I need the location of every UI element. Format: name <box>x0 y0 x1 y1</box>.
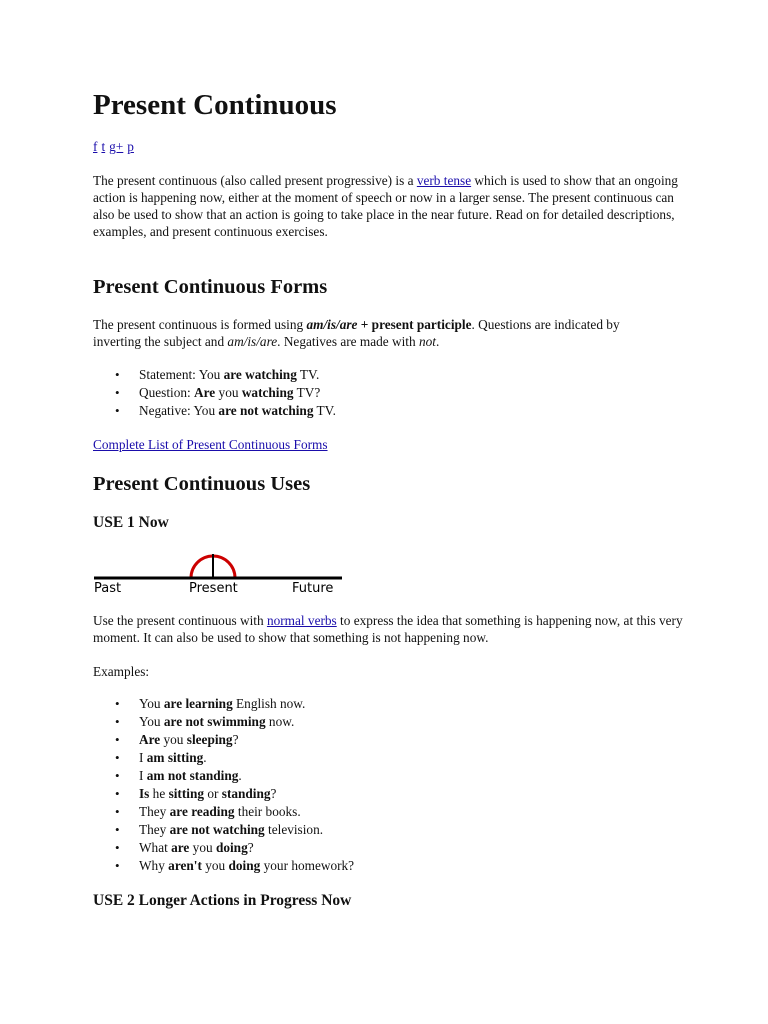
timeline-future-label: Future <box>292 581 334 596</box>
intro-text: The present continuous (also called present progressive) is a <box>93 173 417 188</box>
share-links <box>93 138 138 155</box>
share-facebook-link[interactable]: f <box>93 139 98 154</box>
forms-heading: Present Continuous Forms <box>93 276 328 298</box>
examples-label: Examples: <box>93 664 150 679</box>
list-item: • Statement: You are watching TV. <box>93 366 336 384</box>
verb-tense-link[interactable]: verb tense <box>416 173 472 188</box>
uses-heading: Present Continuous Uses <box>93 473 311 495</box>
list-item: • Are you sleeping? <box>93 731 354 749</box>
intro-text-cont: which is used to show that an ongoing action is happening now, either at the moment of speech or now in a larger sense. The present continuous can also be used to show that an action is going to take place in the near future. Read on for detailed descriptions, examples, and present continuous exercises. <box>93 173 678 239</box>
list-item: • They are reading their books. <box>93 803 354 821</box>
use1-heading: USE 1 Now <box>93 514 169 531</box>
list-item: • What are you doing? <box>93 839 354 857</box>
list-item: • Is he sitting or standing? <box>93 785 354 803</box>
list-item: • You are learning English now. <box>93 695 354 713</box>
page-title: Present Continuous <box>93 89 337 121</box>
share-pinterest-link[interactable]: p <box>127 139 134 154</box>
forms-list <box>93 366 336 420</box>
forms-paragraph: The present continuous is formed using am/is/are + present participle. Questions are indicated by inverting the subject and am/is/are. Negatives are made with not. <box>93 317 620 349</box>
list-item: • Why aren't you doing your homework? <box>93 857 354 875</box>
use2-heading: USE 2 Longer Actions in Progress Now <box>93 892 352 909</box>
normal-verbs-link[interactable]: normal verbs <box>266 613 337 628</box>
list-item: • I am sitting. <box>93 749 354 767</box>
use1-paragraph: Use the present continuous with normal verbs to express the idea that something is happening now, at this very moment. It can also be used to show that something is not happening now. <box>93 613 683 645</box>
intro-paragraph <box>93 172 689 240</box>
timeline-past-label: Past <box>94 581 122 596</box>
timeline-svg <box>94 548 344 596</box>
list-item: • They are not watching television. <box>93 821 354 839</box>
examples-list <box>93 695 354 875</box>
timeline-present-label: Present <box>189 581 238 596</box>
timeline-diagram <box>94 548 344 596</box>
share-googleplus-link[interactable]: g+ <box>109 139 124 154</box>
share-twitter-link[interactable]: t <box>101 139 106 154</box>
list-item: • I am not standing. <box>93 767 354 785</box>
complete-forms-link[interactable]: Complete List of Present Continuous Forms <box>93 437 328 452</box>
list-item: • You are not swimming now. <box>93 713 354 731</box>
list-item: • Negative: You are not watching TV. <box>93 402 336 420</box>
forms-link-paragraph <box>93 436 328 453</box>
list-item: • Question: Are you watching TV? <box>93 384 336 402</box>
